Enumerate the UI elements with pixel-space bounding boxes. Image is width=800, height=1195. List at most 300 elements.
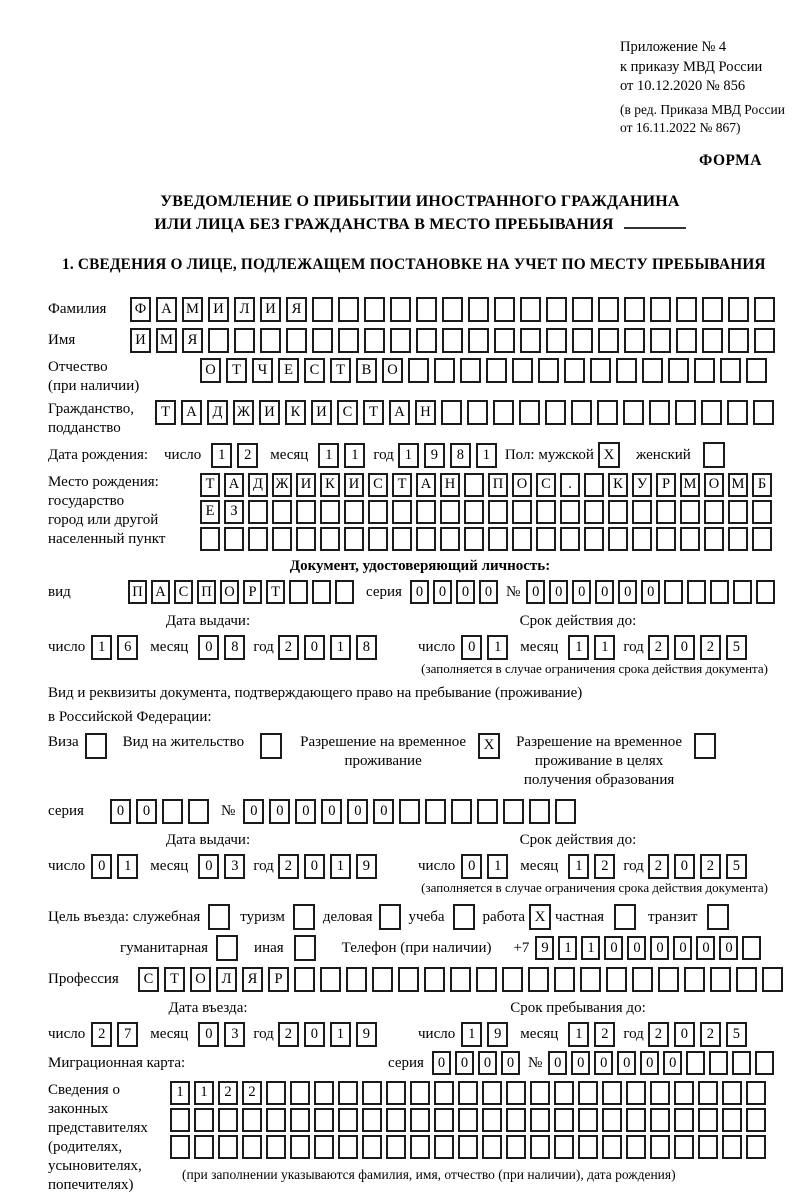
profession-cell-11[interactable] [398,967,419,992]
migration-number-cell-3[interactable]: 0 [594,1051,613,1075]
birthplace-line1-cell-19[interactable]: У [632,473,652,497]
birthplace-line2-cell-1[interactable]: Е [200,500,220,524]
birthplace-line2-cell-9[interactable] [392,500,412,524]
citizenship-cell-10[interactable]: А [389,400,410,425]
surname-cell-11[interactable] [390,297,411,322]
representatives-line1-cell-8[interactable] [338,1081,358,1105]
birthplace-line3-cell-4[interactable] [272,527,292,551]
doc-type-cell-1[interactable]: П [128,580,147,604]
permit-expiry-year-cell-1[interactable]: 2 [648,854,669,879]
citizenship-cell-23[interactable] [727,400,748,425]
stay-until-day-cell-1[interactable]: 1 [461,1022,482,1047]
representatives-line3-cell-22[interactable] [674,1135,694,1159]
doc-number-cell-1[interactable]: 0 [526,580,545,604]
patronymic-cell-12[interactable] [486,358,507,383]
migration-number-cell-2[interactable]: 0 [571,1051,590,1075]
patronymic-cell-7[interactable]: В [356,358,377,383]
birthplace-line2-cell-2[interactable]: З [224,500,244,524]
representatives-line2-cell-11[interactable] [410,1108,430,1132]
representatives-line3-cell-3[interactable] [218,1135,238,1159]
representatives-line1-cell-19[interactable] [602,1081,622,1105]
permit-issue-month-cell-2[interactable]: 3 [224,854,245,879]
representatives-line1-cell-9[interactable] [362,1081,382,1105]
birthplace-line1-cell-11[interactable]: Н [440,473,460,497]
birthplace-line2-cell-7[interactable] [344,500,364,524]
patronymic-cell-16[interactable] [590,358,611,383]
doc-expiry-month-cell-1[interactable]: 1 [568,635,589,660]
representatives-line3-cell-23[interactable] [698,1135,718,1159]
birthplace-line3-cell-20[interactable] [656,527,676,551]
given-name-cell-24[interactable] [728,328,749,353]
birthplace-line2-cell-21[interactable] [680,500,700,524]
birthplace-line2-cell-16[interactable] [560,500,580,524]
birthplace-line2-cell-6[interactable] [320,500,340,524]
patronymic-cell-21[interactable] [720,358,741,383]
surname-cell-14[interactable] [468,297,489,322]
birth-year-cell-1[interactable]: 1 [398,443,419,468]
purpose-business-box[interactable] [379,904,401,930]
given-name-cell-18[interactable] [572,328,593,353]
representatives-line2-cell-17[interactable] [554,1108,574,1132]
doc-expiry-month-cell-2[interactable]: 1 [594,635,615,660]
profession-cell-25[interactable] [762,967,783,992]
permit-number-cell-9[interactable] [451,799,472,824]
doc-number-cell-7[interactable] [664,580,683,604]
profession-cell-6[interactable]: Р [268,967,289,992]
birthplace-line1-cell-10[interactable]: А [416,473,436,497]
sex-male-box[interactable]: X [598,442,620,468]
patronymic-cell-1[interactable]: О [200,358,221,383]
citizenship-cell-13[interactable] [467,400,488,425]
representatives-line1-cell-23[interactable] [698,1081,718,1105]
representatives-line3-cell-12[interactable] [434,1135,454,1159]
birth-day-cell-1[interactable]: 1 [211,443,232,468]
doc-number-cell-4[interactable]: 0 [595,580,614,604]
surname-cell-19[interactable] [598,297,619,322]
representatives-line2-cell-19[interactable] [602,1108,622,1132]
birthplace-line1-cell-6[interactable]: К [320,473,340,497]
citizenship-cell-17[interactable] [571,400,592,425]
representatives-line2-cell-10[interactable] [386,1108,406,1132]
representatives-line3-cell-4[interactable] [242,1135,262,1159]
doc-issue-month-cell-1[interactable]: 0 [198,635,219,660]
birthplace-line2-cell-12[interactable] [464,500,484,524]
birth-month-cell-1[interactable]: 1 [318,443,339,468]
birthplace-line2-cell-5[interactable] [296,500,316,524]
purpose-study-box[interactable] [453,904,475,930]
patronymic-cell-15[interactable] [564,358,585,383]
representatives-line1-cell-18[interactable] [578,1081,598,1105]
representatives-line1-cell-21[interactable] [650,1081,670,1105]
permit-expiry-day-cell-2[interactable]: 1 [487,854,508,879]
representatives-line3-cell-9[interactable] [362,1135,382,1159]
given-name-cell-15[interactable] [494,328,515,353]
birthplace-line2-cell-19[interactable] [632,500,652,524]
representatives-line3-cell-21[interactable] [650,1135,670,1159]
doc-issue-month-cell-2[interactable]: 8 [224,635,245,660]
patronymic-cell-3[interactable]: Ч [252,358,273,383]
migration-series-cell-3[interactable]: 0 [478,1051,497,1075]
entry-year-cell-4[interactable]: 9 [356,1022,377,1047]
profession-cell-19[interactable] [606,967,627,992]
citizenship-cell-18[interactable] [597,400,618,425]
given-name-cell-11[interactable] [390,328,411,353]
representatives-line1-cell-20[interactable] [626,1081,646,1105]
surname-cell-3[interactable]: М [182,297,203,322]
permit-issue-day-cell-1[interactable]: 0 [91,854,112,879]
surname-cell-16[interactable] [520,297,541,322]
representatives-line3-cell-11[interactable] [410,1135,430,1159]
doc-type-cell-4[interactable]: П [197,580,216,604]
doc-expiry-year-cell-2[interactable]: 0 [674,635,695,660]
birthplace-line2-cell-24[interactable] [752,500,772,524]
birth-day-cell-2[interactable]: 2 [237,443,258,468]
permit-number-cell-10[interactable] [477,799,498,824]
surname-cell-18[interactable] [572,297,593,322]
profession-cell-2[interactable]: Т [164,967,185,992]
birthplace-line1-cell-16[interactable]: . [560,473,580,497]
phone-number-cell-1[interactable]: 9 [535,936,554,960]
given-name-cell-8[interactable] [312,328,333,353]
birthplace-line1-cell-1[interactable]: Т [200,473,220,497]
given-name-cell-5[interactable] [234,328,255,353]
purpose-private-box[interactable] [614,904,636,930]
representatives-line2-cell-8[interactable] [338,1108,358,1132]
phone-number-cell-7[interactable]: 0 [673,936,692,960]
birthplace-line2-cell-4[interactable] [272,500,292,524]
citizenship-cell-3[interactable]: Д [207,400,228,425]
citizenship-cell-20[interactable] [649,400,670,425]
profession-cell-12[interactable] [424,967,445,992]
citizenship-cell-22[interactable] [701,400,722,425]
surname-cell-7[interactable]: Я [286,297,307,322]
citizenship-cell-19[interactable] [623,400,644,425]
permit-series-cell-1[interactable]: 0 [110,799,131,824]
birthplace-line3-cell-22[interactable] [704,527,724,551]
birthplace-line2-cell-22[interactable] [704,500,724,524]
surname-cell-1[interactable]: Ф [130,297,151,322]
surname-cell-22[interactable] [676,297,697,322]
birthplace-line3-cell-17[interactable] [584,527,604,551]
birth-year-cell-2[interactable]: 9 [424,443,445,468]
representatives-line2-cell-2[interactable] [194,1108,214,1132]
given-name-cell-9[interactable] [338,328,359,353]
given-name-cell-16[interactable] [520,328,541,353]
surname-cell-8[interactable] [312,297,333,322]
representatives-line1-cell-7[interactable] [314,1081,334,1105]
doc-type-cell-7[interactable]: Т [266,580,285,604]
doc-number-cell-5[interactable]: 0 [618,580,637,604]
birthplace-line1-cell-7[interactable]: И [344,473,364,497]
birthplace-line2-cell-11[interactable] [440,500,460,524]
representatives-line3-cell-7[interactable] [314,1135,334,1159]
doc-type-cell-8[interactable] [289,580,308,604]
migration-number-cell-1[interactable]: 0 [548,1051,567,1075]
representatives-line1-cell-5[interactable] [266,1081,286,1105]
temp-residence-edu-box[interactable] [694,733,716,759]
permit-expiry-year-cell-2[interactable]: 0 [674,854,695,879]
permit-issue-year-cell-1[interactable]: 2 [278,854,299,879]
permit-number-cell-8[interactable] [425,799,446,824]
birthplace-line1-cell-4[interactable]: Ж [272,473,292,497]
birthplace-line3-cell-13[interactable] [488,527,508,551]
temp-residence-box[interactable]: X [478,733,500,759]
birthplace-line2-cell-17[interactable] [584,500,604,524]
profession-cell-23[interactable] [710,967,731,992]
citizenship-cell-4[interactable]: Ж [233,400,254,425]
given-name-cell-6[interactable] [260,328,281,353]
patronymic-cell-10[interactable] [434,358,455,383]
representatives-line3-cell-13[interactable] [458,1135,478,1159]
citizenship-cell-1[interactable]: Т [155,400,176,425]
permit-number-cell-4[interactable]: 0 [321,799,342,824]
profession-cell-16[interactable] [528,967,549,992]
migration-number-cell-9[interactable] [732,1051,751,1075]
representatives-line3-cell-10[interactable] [386,1135,406,1159]
birthplace-line1-cell-22[interactable]: О [704,473,724,497]
representatives-line2-cell-23[interactable] [698,1108,718,1132]
representatives-line3-cell-18[interactable] [578,1135,598,1159]
representatives-line3-cell-25[interactable] [746,1135,766,1159]
entry-month-cell-1[interactable]: 0 [198,1022,219,1047]
representatives-line1-cell-2[interactable]: 1 [194,1081,214,1105]
birthplace-line3-cell-19[interactable] [632,527,652,551]
birthplace-line1-cell-3[interactable]: Д [248,473,268,497]
migration-number-cell-8[interactable] [709,1051,728,1075]
doc-issue-day-cell-1[interactable]: 1 [91,635,112,660]
patronymic-cell-19[interactable] [668,358,689,383]
representatives-line1-cell-22[interactable] [674,1081,694,1105]
surname-cell-25[interactable] [754,297,775,322]
migration-number-cell-4[interactable]: 0 [617,1051,636,1075]
patronymic-cell-4[interactable]: Е [278,358,299,383]
migration-series-cell-4[interactable]: 0 [501,1051,520,1075]
doc-number-cell-2[interactable]: 0 [549,580,568,604]
permit-expiry-month-cell-1[interactable]: 1 [568,854,589,879]
birthplace-line3-cell-16[interactable] [560,527,580,551]
doc-expiry-day-cell-2[interactable]: 1 [487,635,508,660]
given-name-cell-7[interactable] [286,328,307,353]
doc-type-cell-6[interactable]: Р [243,580,262,604]
birthplace-line3-cell-8[interactable] [368,527,388,551]
representatives-line3-cell-19[interactable] [602,1135,622,1159]
phone-number-cell-8[interactable]: 0 [696,936,715,960]
purpose-work-box[interactable]: X [529,904,551,930]
birthplace-line3-cell-15[interactable] [536,527,556,551]
citizenship-cell-16[interactable] [545,400,566,425]
representatives-line1-cell-12[interactable] [434,1081,454,1105]
representatives-line2-cell-4[interactable] [242,1108,262,1132]
representatives-line3-cell-20[interactable] [626,1135,646,1159]
phone-number-cell-9[interactable]: 0 [719,936,738,960]
representatives-line2-cell-24[interactable] [722,1108,742,1132]
representatives-line1-cell-4[interactable]: 2 [242,1081,262,1105]
entry-year-cell-2[interactable]: 0 [304,1022,325,1047]
purpose-other-box[interactable] [294,935,316,961]
birthplace-line3-cell-1[interactable] [200,527,220,551]
birthplace-line1-cell-13[interactable]: П [488,473,508,497]
representatives-line2-cell-12[interactable] [434,1108,454,1132]
profession-cell-10[interactable] [372,967,393,992]
representatives-line2-cell-25[interactable] [746,1108,766,1132]
representatives-line1-cell-13[interactable] [458,1081,478,1105]
given-name-cell-20[interactable] [624,328,645,353]
residence-permit-box[interactable] [260,733,282,759]
doc-type-cell-10[interactable] [335,580,354,604]
surname-cell-13[interactable] [442,297,463,322]
birthplace-line3-cell-10[interactable] [416,527,436,551]
doc-number-cell-6[interactable]: 0 [641,580,660,604]
citizenship-cell-8[interactable]: С [337,400,358,425]
permit-number-cell-7[interactable] [399,799,420,824]
patronymic-cell-17[interactable] [616,358,637,383]
phone-number-cell-5[interactable]: 0 [627,936,646,960]
profession-cell-17[interactable] [554,967,575,992]
profession-cell-7[interactable] [294,967,315,992]
doc-expiry-year-cell-1[interactable]: 2 [648,635,669,660]
birthplace-line2-cell-3[interactable] [248,500,268,524]
surname-cell-12[interactable] [416,297,437,322]
doc-number-cell-3[interactable]: 0 [572,580,591,604]
patronymic-cell-18[interactable] [642,358,663,383]
stay-until-year-cell-1[interactable]: 2 [648,1022,669,1047]
doc-type-cell-3[interactable]: С [174,580,193,604]
birthplace-line2-cell-15[interactable] [536,500,556,524]
profession-cell-1[interactable]: С [138,967,159,992]
permit-number-cell-2[interactable]: 0 [269,799,290,824]
birthplace-line2-cell-10[interactable] [416,500,436,524]
citizenship-cell-12[interactable] [441,400,462,425]
profession-cell-22[interactable] [684,967,705,992]
representatives-line2-cell-1[interactable] [170,1108,190,1132]
representatives-line1-cell-14[interactable] [482,1081,502,1105]
birthplace-line2-cell-8[interactable] [368,500,388,524]
representatives-line1-cell-1[interactable]: 1 [170,1081,190,1105]
birthplace-line3-cell-2[interactable] [224,527,244,551]
migration-number-cell-6[interactable]: 0 [663,1051,682,1075]
doc-issue-year-cell-3[interactable]: 1 [330,635,351,660]
birthplace-line3-cell-9[interactable] [392,527,412,551]
birthplace-line1-cell-18[interactable]: К [608,473,628,497]
purpose-tourism-box[interactable] [293,904,315,930]
representatives-line2-cell-16[interactable] [530,1108,550,1132]
representatives-line3-cell-8[interactable] [338,1135,358,1159]
birthplace-line2-cell-20[interactable] [656,500,676,524]
surname-cell-9[interactable] [338,297,359,322]
given-name-cell-13[interactable] [442,328,463,353]
migration-number-cell-5[interactable]: 0 [640,1051,659,1075]
surname-cell-24[interactable] [728,297,749,322]
representatives-line2-cell-14[interactable] [482,1108,502,1132]
surname-cell-6[interactable]: И [260,297,281,322]
phone-number-cell-4[interactable]: 0 [604,936,623,960]
phone-number-cell-2[interactable]: 1 [558,936,577,960]
profession-cell-8[interactable] [320,967,341,992]
surname-cell-4[interactable]: И [208,297,229,322]
birthplace-line3-cell-11[interactable] [440,527,460,551]
representatives-line2-cell-21[interactable] [650,1108,670,1132]
given-name-cell-12[interactable] [416,328,437,353]
birthplace-line1-cell-9[interactable]: Т [392,473,412,497]
profession-cell-21[interactable] [658,967,679,992]
entry-day-cell-1[interactable]: 2 [91,1022,112,1047]
permit-number-cell-11[interactable] [503,799,524,824]
surname-cell-20[interactable] [624,297,645,322]
profession-cell-18[interactable] [580,967,601,992]
surname-cell-15[interactable] [494,297,515,322]
given-name-cell-4[interactable] [208,328,229,353]
patronymic-cell-14[interactable] [538,358,559,383]
permit-issue-day-cell-2[interactable]: 1 [117,854,138,879]
representatives-line3-cell-15[interactable] [506,1135,526,1159]
given-name-cell-25[interactable] [754,328,775,353]
migration-series-cell-1[interactable]: 0 [432,1051,451,1075]
representatives-line3-cell-14[interactable] [482,1135,502,1159]
birthplace-line1-cell-17[interactable] [584,473,604,497]
doc-type-cell-9[interactable] [312,580,331,604]
birth-year-cell-4[interactable]: 1 [476,443,497,468]
representatives-line1-cell-17[interactable] [554,1081,574,1105]
purpose-official-box[interactable] [208,904,230,930]
permit-issue-year-cell-2[interactable]: 0 [304,854,325,879]
birthplace-line1-cell-2[interactable]: А [224,473,244,497]
citizenship-cell-5[interactable]: И [259,400,280,425]
entry-year-cell-3[interactable]: 1 [330,1022,351,1047]
given-name-cell-22[interactable] [676,328,697,353]
permit-expiry-month-cell-2[interactable]: 2 [594,854,615,879]
birthplace-line1-cell-15[interactable]: С [536,473,556,497]
birthplace-line1-cell-20[interactable]: Р [656,473,676,497]
profession-cell-9[interactable] [346,967,367,992]
patronymic-cell-20[interactable] [694,358,715,383]
doc-number-cell-11[interactable] [756,580,775,604]
given-name-cell-14[interactable] [468,328,489,353]
birthplace-line3-cell-3[interactable] [248,527,268,551]
birthplace-line2-cell-13[interactable] [488,500,508,524]
citizenship-cell-24[interactable] [753,400,774,425]
profession-cell-13[interactable] [450,967,471,992]
stay-until-year-cell-3[interactable]: 2 [700,1022,721,1047]
birthplace-line2-cell-23[interactable] [728,500,748,524]
patronymic-cell-13[interactable] [512,358,533,383]
citizenship-cell-14[interactable] [493,400,514,425]
given-name-cell-2[interactable]: М [156,328,177,353]
doc-expiry-year-cell-4[interactable]: 5 [726,635,747,660]
birthplace-line3-cell-18[interactable] [608,527,628,551]
stay-until-year-cell-4[interactable]: 5 [726,1022,747,1047]
representatives-line2-cell-15[interactable] [506,1108,526,1132]
birth-month-cell-2[interactable]: 1 [344,443,365,468]
given-name-cell-23[interactable] [702,328,723,353]
doc-issue-year-cell-4[interactable]: 8 [356,635,377,660]
sex-female-box[interactable] [703,442,725,468]
patronymic-cell-11[interactable] [460,358,481,383]
stay-until-year-cell-2[interactable]: 0 [674,1022,695,1047]
representatives-line2-cell-18[interactable] [578,1108,598,1132]
given-name-cell-19[interactable] [598,328,619,353]
representatives-line2-cell-7[interactable] [314,1108,334,1132]
birthplace-line3-cell-24[interactable] [752,527,772,551]
doc-expiry-year-cell-3[interactable]: 2 [700,635,721,660]
profession-cell-5[interactable]: Я [242,967,263,992]
given-name-cell-1[interactable]: И [130,328,151,353]
doc-series-cell-3[interactable]: 0 [456,580,475,604]
representatives-line1-cell-6[interactable] [290,1081,310,1105]
entry-day-cell-2[interactable]: 7 [117,1022,138,1047]
doc-type-cell-2[interactable]: А [151,580,170,604]
representatives-line3-cell-24[interactable] [722,1135,742,1159]
representatives-line2-cell-22[interactable] [674,1108,694,1132]
